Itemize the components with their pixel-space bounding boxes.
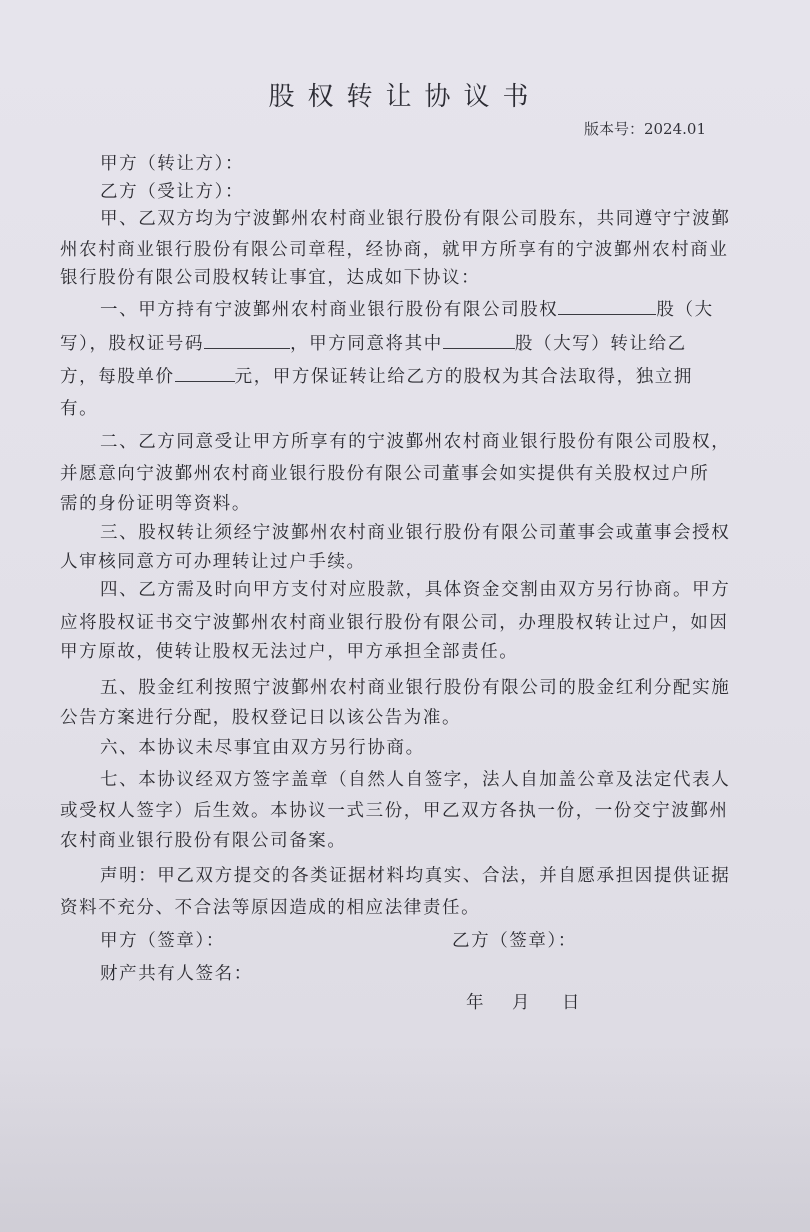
version-number: 版本号：2024.01: [583, 120, 706, 138]
clause-2-line-3: 需的身份证明等资料。: [60, 494, 251, 514]
clause-7-line-3: 农村商业银行股份有限公司备案。: [60, 831, 347, 851]
clause-1-line-1: [100, 296, 760, 322]
paper-shadow: [0, 1040, 810, 1232]
clause-1-line-4: 有。: [60, 399, 99, 419]
clause-1-text: ，甲方同意将其中: [290, 334, 443, 354]
intro-line-3: 银行股份有限公司股权转让事宜，达成如下协议：: [60, 268, 481, 288]
shares-total-blank: [558, 296, 656, 315]
clause-2-line-1: 二、乙方同意受让甲方所享有的宁波鄞州农村商业银行股份有限公司股权，: [100, 432, 731, 452]
shares-transfer-blank: [443, 330, 515, 349]
party-b-label: 乙方（受让方）：: [100, 182, 245, 202]
clause-1-line-3: [60, 363, 720, 389]
clause-5-line-2: 公告方案进行分配，股权登记日以该公告为准。: [60, 708, 462, 728]
party-a-label: 甲方（转让方）：: [100, 154, 245, 174]
declaration-line-1: 声明：甲乙双方提交的各类证据材料均真实、合法，并自愿承担因提供证据: [100, 866, 731, 886]
clause-5-line-1: 五、股金红利按照宁波鄞州农村商业银行股份有限公司的股金红利分配实施: [100, 678, 731, 698]
unit-price-blank: [175, 363, 235, 382]
clause-1-text: 股（大: [656, 300, 714, 320]
clause-1-text: 元，甲方保证转让给乙方的股权为其合法取得，独立拥: [234, 367, 694, 387]
intro-line-1: 甲、乙双方均为宁波鄞州农村商业银行股份有限公司股东，共同遵守宁波鄞: [100, 209, 731, 229]
date-day: 日: [562, 993, 582, 1013]
clause-1-text: 写），股权证号码: [60, 334, 205, 354]
clause-4-line-3: 甲方原故，使转让股权无法过户，甲方承担全部责任。: [60, 642, 519, 662]
co-owner-signature-label: 财产共有人签名：: [100, 964, 253, 984]
clause-1-line-2: [60, 330, 720, 356]
date-month: 月: [512, 993, 532, 1013]
party-a-signature-label: 甲方（签章）：: [100, 931, 225, 951]
clause-1-text: 股（大写）转让给乙: [514, 334, 687, 354]
clause-6-line: 六、本协议未尽事宜由双方另行协商。: [100, 738, 425, 758]
date-year: 年: [466, 993, 486, 1013]
party-b-signature-label: 乙方（签章）：: [452, 931, 577, 951]
clause-3-line-2: 人审核同意方可办理转让过户手续。: [60, 552, 366, 572]
clause-3-line-1: 三、股权转让须经宁波鄞州农村商业银行股份有限公司董事会或董事会授权: [100, 523, 731, 543]
document-title: 股权转让协议书: [268, 82, 542, 112]
declaration-line-2: 资料不充分、不合法等原因造成的相应法律责任。: [60, 898, 481, 918]
clause-7-line-1: 七、本协议经双方签字盖章（自然人自签字，法人自加盖公章及法定代表人: [100, 770, 731, 790]
clause-4-line-1: 四、乙方需及时向甲方支付对应股款，具体资金交割由双方另行协商。甲方: [100, 580, 731, 600]
clause-1-text: 方，每股单价: [60, 367, 175, 387]
clause-1-text: 一、甲方持有宁波鄞州农村商业银行股份有限公司股权: [100, 300, 559, 320]
clause-4-line-2: 应将股权证书交宁波鄞州农村商业银行股份有限公司，办理股权转让过户，如因: [60, 613, 729, 633]
clause-7-line-2: 或受权人签字）后生效。本协议一式三份，甲乙双方各执一份，一份交宁波鄞州: [60, 801, 729, 821]
intro-line-2: 州农村商业银行股份有限公司章程，经协商，就甲方所享有的宁波鄞州农村商业: [60, 240, 729, 260]
certificate-number-blank: [204, 330, 290, 349]
clause-2-line-2: 并愿意向宁波鄞州农村商业银行股份有限公司董事会如实提供有关股权过户所: [60, 464, 710, 484]
